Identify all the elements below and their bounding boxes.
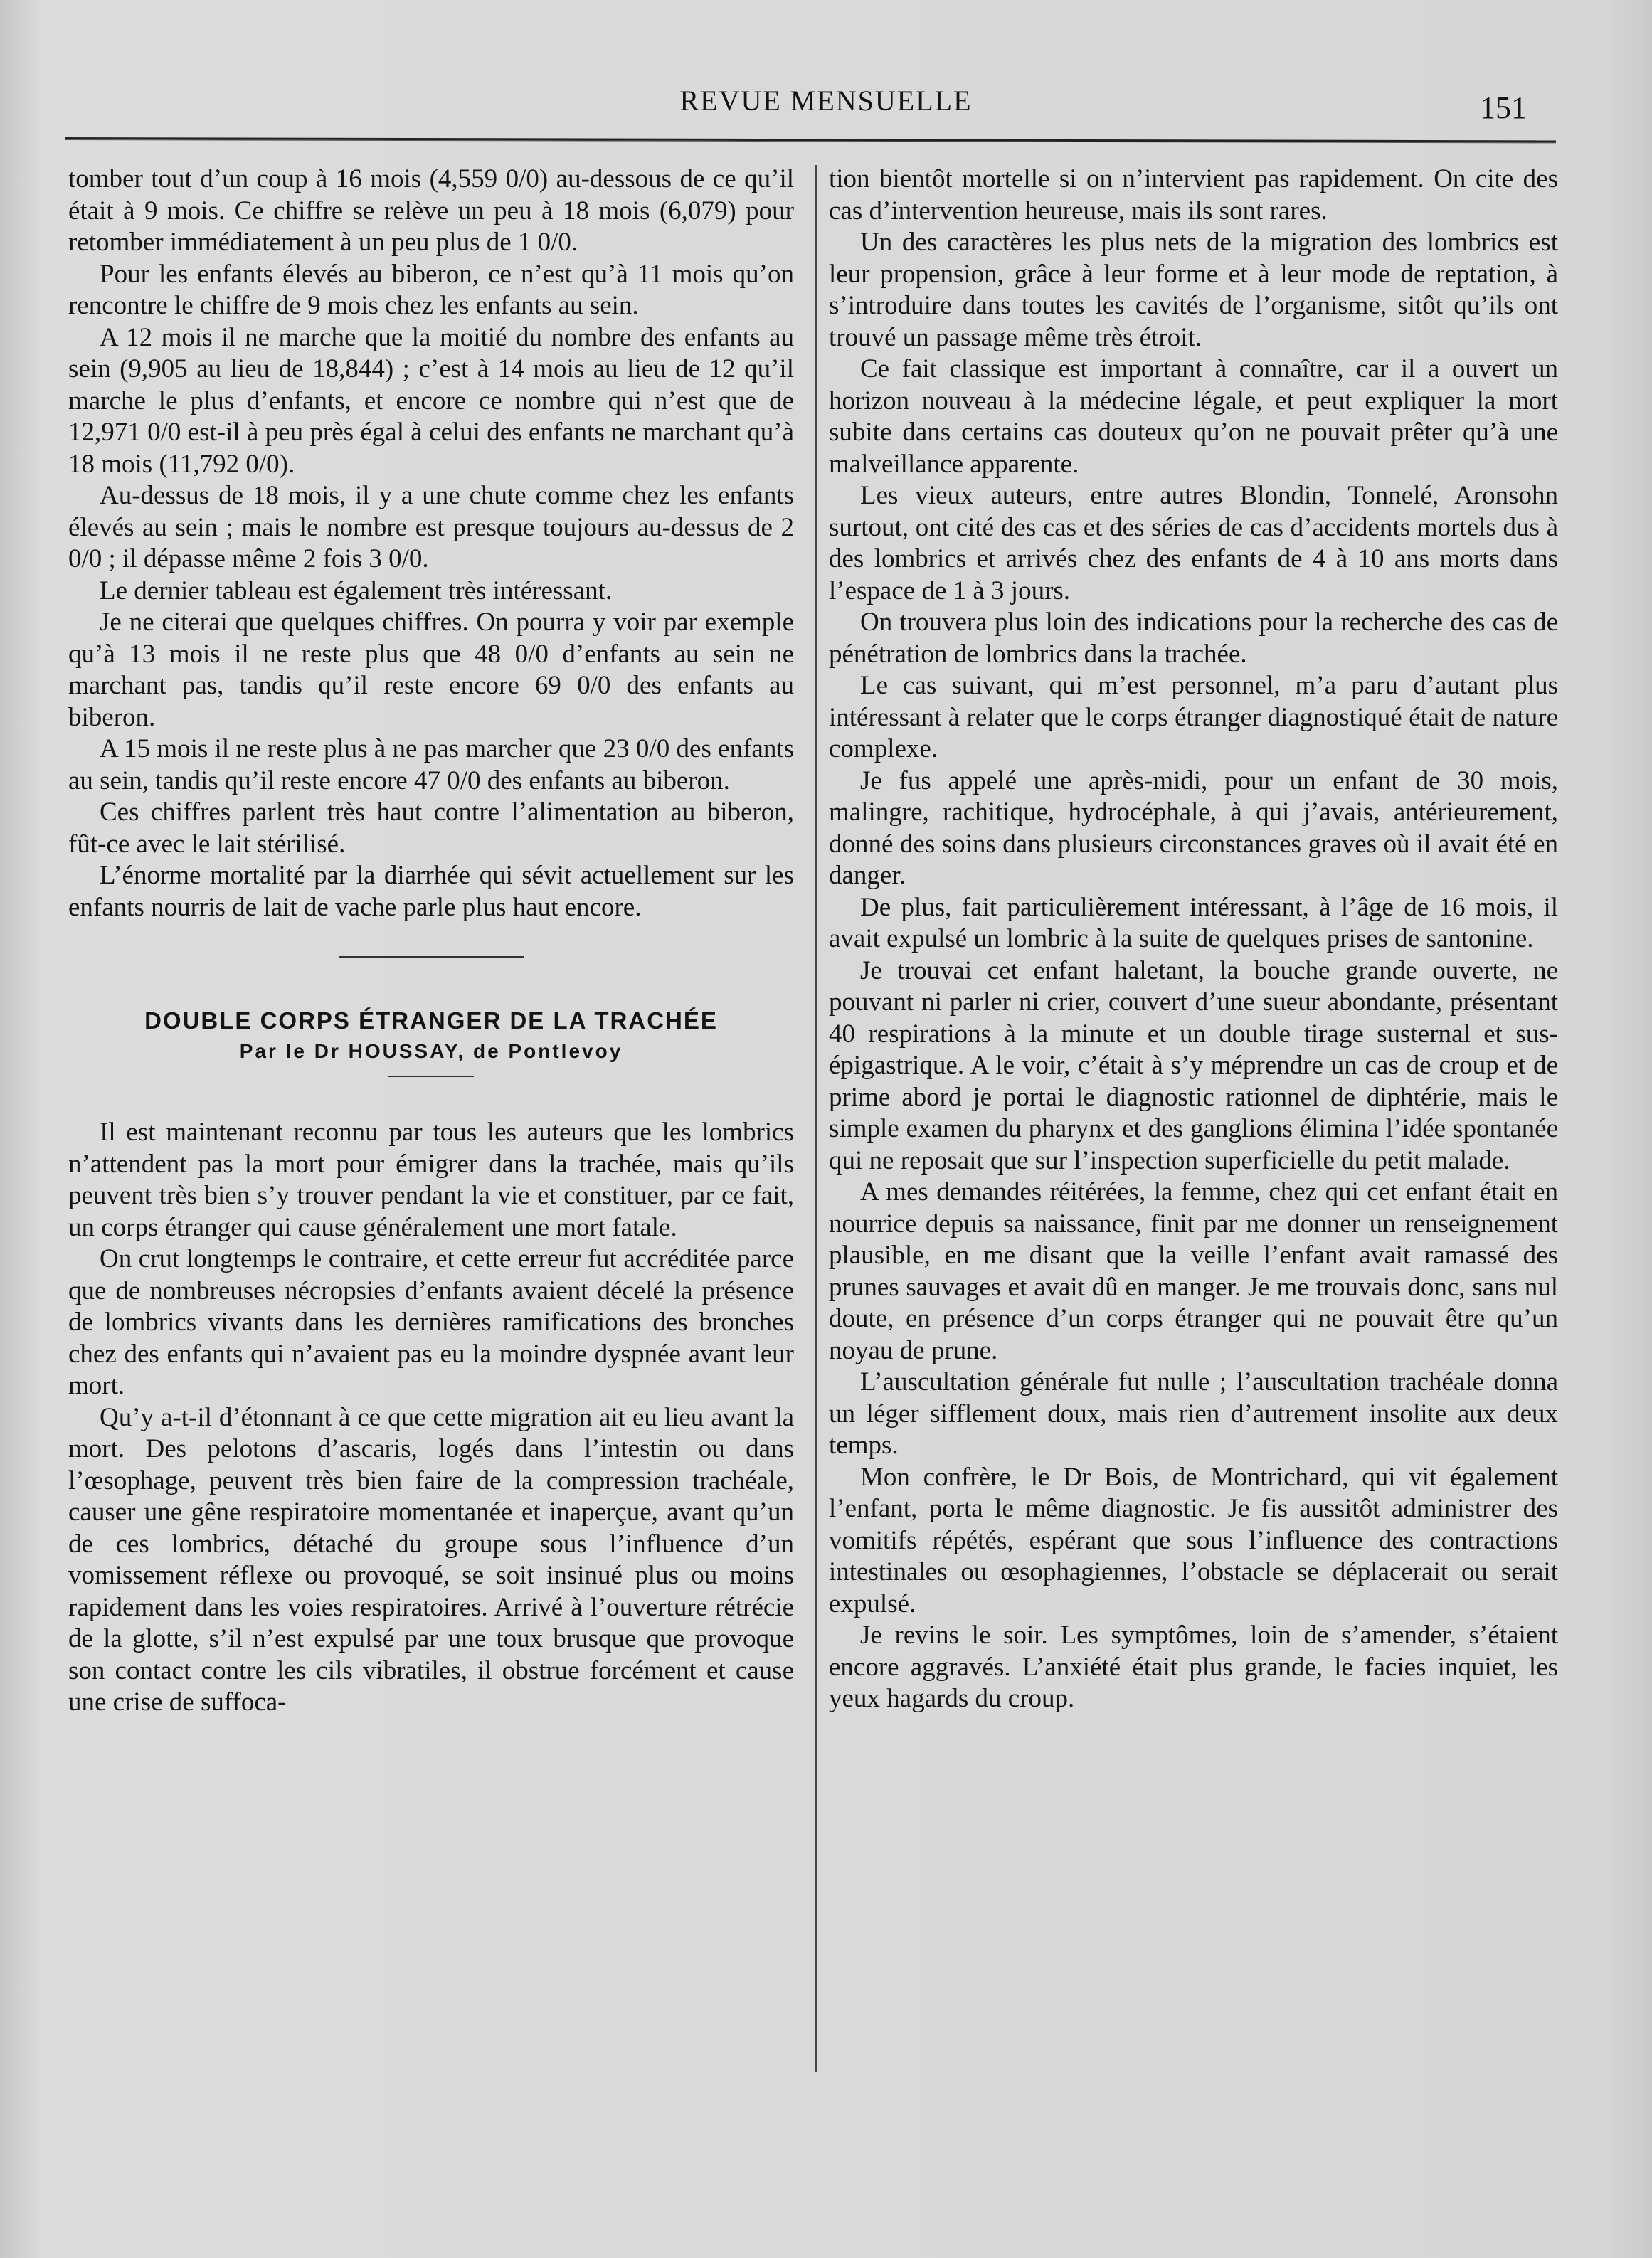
paragraph: Je fus appelé une après-midi, pour un enfant de 30 mois, malingre, rachitique, hydrocéphale, à qui j’avais, antérieurement, donné des soins dans plusieurs circonstances graves où il avait été en danger.	[829, 765, 1558, 890]
paragraph: Au-dessus de 18 mois, il y a une chute comme chez les enfants élevés au sein ; mais le nombre est presque toujours au-dessus de 2 0/0 ; il dépasse même 2 fois 3 0/0.	[68, 481, 794, 573]
article-title: DOUBLE CORPS ÉTRANGER DE LA TRACHÉE	[144, 1007, 718, 1034]
paragraph: A 12 mois il ne marche que la moitié du nombre des enfants au sein (9,905 au lieu de 18,844) ; c’est à 14 mois au lieu de 12 qu’il marche le plus d’enfants, et encore ce nombre qui n’est que de 12,971 0/0 est-il à peu près égal à celui des enfants ne marchant qu’à 18 mois (11,792 0/0).	[68, 322, 794, 479]
left-column	[68, 164, 794, 1719]
paragraph: Qu’y a-t-il d’étonnant à ce que cette migration ait eu lieu avant la mort. Des pelotons d’ascaris, logés dans l’intestin ou dans l’œsophage, peuvent très bien faire de la compression trachéale, causer une gêne respiratoire momentanée et inaperçue, avant qu’un de ces lombrics, détaché du groupe sous l’influence d’un vomissement réflexe ou provoqué, se soit insinué plus ou moins rapidement dans les voies respiratoires. Arrivé à l’ouverture rétrécie de la glotte, s’il n’est expulsé par une toux brusque que provoque son contact contre les cils vibratiles, il obstrue forcément et cause une crise de suffoca-	[68, 1402, 794, 1717]
paragraph: Il est maintenant reconnu par tous les auteurs que les lombrics n’attendent pas la mort pour émigrer dans la trachée, mais qu’ils peuvent très bien s’y trouver pendant la vie et constituer, par ce fait, un corps étranger qui cause généralement une mort fatale.	[68, 1118, 794, 1242]
column-divider	[815, 165, 817, 2072]
byline-separator-rule	[388, 1076, 474, 1077]
paragraph: Les vieux auteurs, entre autres Blondin, Tonnelé, Aronsohn surtout, ont cité des cas et des séries de cas d’accidents mortels dus à des lombrics et arrivés chez des enfants de 4 à 10 ans morts dans l’espace de 1 à 3 jours.	[829, 481, 1558, 605]
paragraph: Pour les enfants élevés au biberon, ce n’est qu’à 11 mois qu’on rencontre le chiffre de 9 mois chez les enfants au sein.	[68, 259, 794, 320]
paragraph: Ces chiffres parlent très haut contre l’alimentation au biberon, fût-ce avec le lait stérilisé.	[68, 797, 794, 859]
paragraph: Je trouvai cet enfant haletant, la bouche grande ouverte, ne pouvant ni parler ni crier, couvert d’une sueur abondante, présentant 40 respirations à la minute et un double tirage susternal et sus-épigastrique. A le voir, c’était à s’y méprendre un cas de croup et de prime abord je portai le diagnostic rationnel de diphtérie, mais le simple examen du pharynx et des ganglions élimina l’idée spontanée qui ne reposait que sur l’inspection superficielle du petit malade.	[829, 955, 1558, 1175]
paragraph: A mes demandes réitérées, la femme, chez qui cet enfant était en nourrice depuis sa naissance, finit par me donner un renseignement plausible, en me disant que la veille l’enfant avait ramassé des prunes sauvages et avait dû en manger. Je me trouvais donc, sans nul doute, en présence d’un corps étranger qui ne pouvait être qu’un noyau de prune.	[829, 1177, 1558, 1365]
paragraph: On trouvera plus loin des indications pour la recherche des cas de pénétration de lombrics dans la trachée.	[829, 608, 1558, 669]
right-column	[829, 164, 1558, 1715]
section-separator-rule	[339, 956, 524, 958]
paragraph: De plus, fait particulièrement intéressant, à l’âge de 16 mois, il avait expulsé un lombric à la suite de quelques prises de santonine.	[829, 892, 1558, 953]
paragraph: Le dernier tableau est également très intéressant.	[100, 576, 613, 605]
paragraph: L’énorme mortalité par la diarrhée qui sévit actuellement sur les enfants nourris de lait de vache parle plus haut encore.	[68, 861, 794, 922]
paragraph: Mon confrère, le Dr Bois, de Montrichard, qui vit également l’enfant, porta le même diagnostic. Je fis aussitôt administrer des vomitifs répétés, espérant que sous l’influence des contractions intestinales ou œsophagiennes, l’obstacle se déplacerait ou serait expulsé.	[829, 1462, 1558, 1618]
paragraph: Le cas suivant, qui m’est personnel, m’a paru d’autant plus intéressant à relater que le corps étranger diagnostiqué était de nature complexe.	[829, 671, 1558, 763]
header-rule	[65, 137, 1556, 143]
paragraph: Je ne citerai que quelques chiffres. On pourra y voir par exemple qu’à 13 mois il ne reste plus que 48 0/0 d’enfants au sein ne marchant pas, tandis qu’il reste encore 69 0/0 des enfants au biberon.	[68, 608, 794, 732]
paragraph: On crut longtemps le contraire, et cette erreur fut accréditée parce que de nombreuses nécropsies d’enfants avaient décelé la présence de lombrics vivants dans les dernières ramifications des bronches chez des enfants qui n’avaient pas eu la moindre dyspnée avant leur mort.	[68, 1244, 794, 1400]
page-number: 151	[1480, 90, 1527, 125]
paragraph: Je revins le soir. Les symptômes, loin de s’amender, s’étaient encore aggravés. L’anxiété était plus grande, le facies inquiet, les yeux hagards du croup.	[829, 1621, 1558, 1713]
paragraph: tion bientôt mortelle si on n’intervient pas rapidement. On cite des cas d’intervention heureuse, mais ils sont rares.	[829, 164, 1558, 226]
paragraph: Un des caractères les plus nets de la migration des lombrics est leur propension, grâce à leur forme et à leur mode de reptation, à s’introduire dans toutes les cavités de l’organisme, sitôt qu’ils ont trouvé un passage même très étroit.	[829, 228, 1558, 352]
paragraph: L’auscultation générale fut nulle ; l’auscultation trachéale donna un léger sifflement doux, mais rien d’autrement insolite aux deux temps.	[829, 1367, 1558, 1460]
paragraph: tomber tout d’un coup à 16 mois (4,559 0/0) au-dessous de ce qu’il était à 9 mois. Ce chiffre se relève un peu à 18 mois (6,079) pour retomber immédiatement à un peu plus de 1 0/0.	[68, 164, 794, 257]
paragraph: Ce fait classique est important à connaître, car il a ouvert un horizon nouveau à la médecine légale, et peut expliquer la mort subite dans certains cas douteux qu’on ne pouvait prêter qu’à une malveillance apparente.	[829, 354, 1558, 479]
article-byline: Par le Dr HOUSSAY, de Pontlevoy	[239, 1040, 623, 1062]
paragraph: A 15 mois il ne reste plus à ne pas marcher que 23 0/0 des enfants au sein, tandis qu’il reste encore 47 0/0 des enfants au biberon.	[68, 734, 794, 795]
running-header-title: REVUE MENSUELLE	[679, 85, 973, 117]
